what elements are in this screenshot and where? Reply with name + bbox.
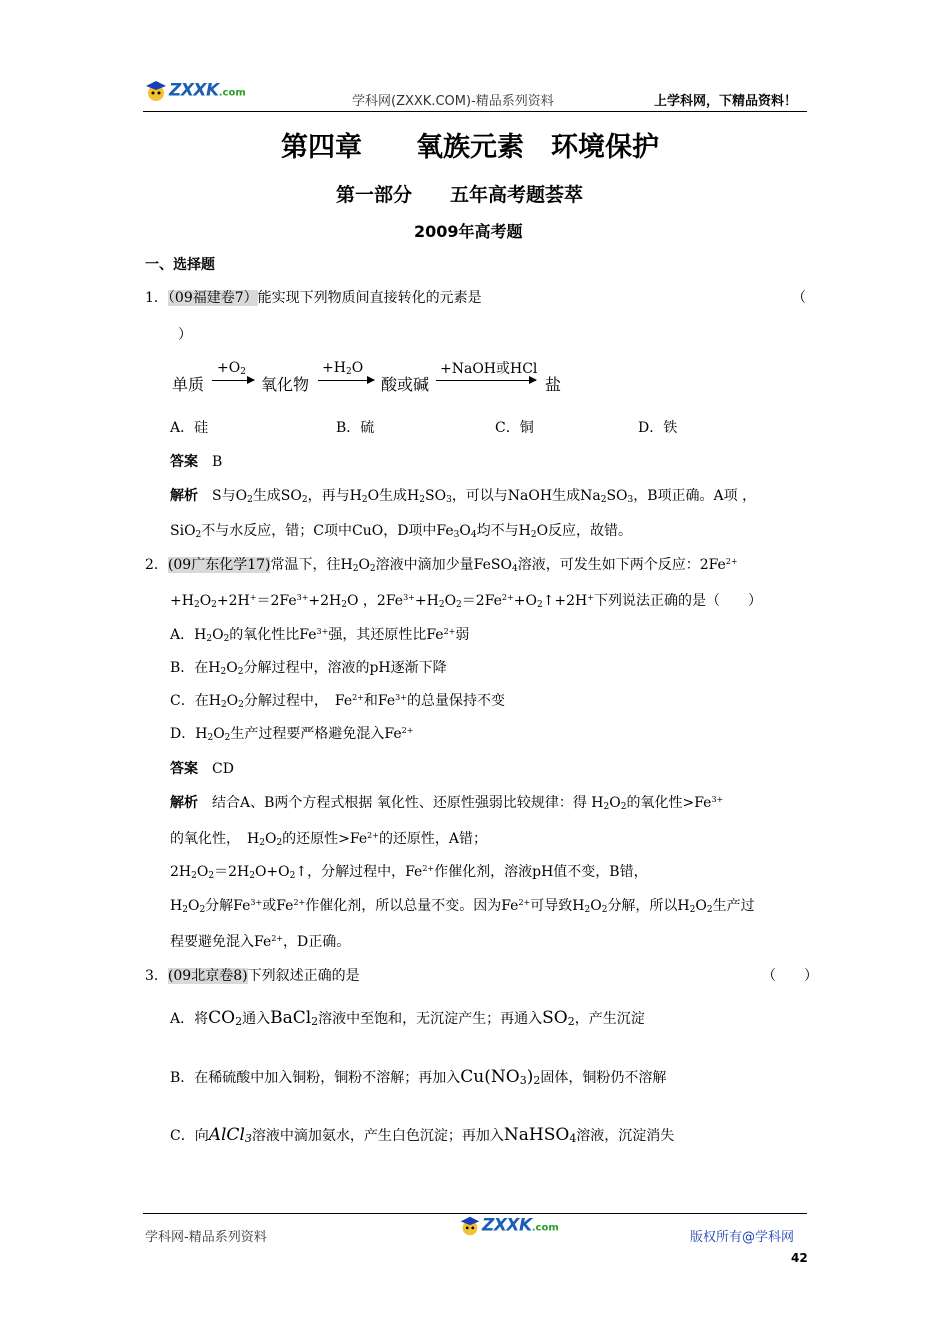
q2-analysis-line-3: $2H_2O_2=2H_2O+O_2↑$，分解过程中，$Fe^{2+}$作催化剂，溶液pH值不变，B错，: [170, 864, 648, 881]
q3-option-a: A．将$CO_2$通入BaCl$_2$溶液中至饱和，无沉淀产生；再通入$SO_2$，产生沉淀: [170, 1008, 645, 1028]
logo-suffix: .com: [218, 87, 246, 99]
q2-option-b: B．在$H_2O_2$分解过程中，溶液的pH逐渐下降: [170, 660, 447, 677]
q3-source-tag: (09北京卷8): [167, 968, 248, 984]
question-2-line-2: $+H_2O_2+2H^+=2Fe^{3+}+2H_2O$ ，$2Fe^{3+}+H_2O_2=2Fe^{2+}+O_2↑+2H^+$下列说法正确的是（ ）: [170, 593, 762, 610]
chain-arrow-2-label: $+H_2O$: [322, 360, 364, 377]
mascot-icon: [143, 78, 169, 104]
q2-source-tag: (09广东化学17): [167, 557, 271, 573]
footer-logo: [458, 1214, 559, 1238]
q1-paren-open: （: [792, 290, 806, 306]
section-heading: 一、选择题: [145, 257, 215, 273]
q2-analysis-line-2: 的氧化性， $H_2O_2$的还原性$>Fe^{2+}$的还原性，A错；: [170, 831, 488, 848]
q2-option-a: A．$H_2O_2$的氧化性比$Fe^{3+}$强，其还原性比$Fe^{2+}$弱: [170, 627, 470, 644]
footer-left-text: 学科网-精品系列资料: [145, 1230, 267, 1245]
logo-text: ZXXK: [482, 1215, 532, 1236]
q1-option-d: D．铁: [638, 420, 678, 436]
header-right-text: 上学科网，下精品资料！: [654, 94, 798, 109]
q3-text: 下列叙述正确的是: [247, 968, 360, 984]
q1-option-b: B．硫: [336, 420, 375, 436]
q3-option-c: C．向AlCl$_3$溶液中滴加氨水，产生白色沉淀；再加入NaHSO$_4$溶液，沉淀消失: [170, 1125, 675, 1145]
q2-answer-label: 答案: [170, 761, 198, 777]
header-divider: [143, 111, 807, 112]
q1-answer-label: 答案: [170, 454, 198, 470]
header-logo: [143, 78, 246, 104]
chain-arrow-2: [318, 380, 374, 381]
question-1: [145, 287, 482, 307]
mascot-icon: [458, 1214, 482, 1238]
q3-paren: （ ）: [762, 968, 818, 984]
q1-answer-value: B: [212, 454, 223, 470]
chain-node-1: 单质: [172, 375, 205, 394]
q1-text: 能实现下列物质间直接转化的元素是: [257, 290, 482, 306]
chain-arrow-1: [212, 380, 254, 381]
q1-option-a: A．硅: [170, 420, 209, 436]
footer-right-text: 版权所有@学科网: [690, 1230, 795, 1245]
logo-text: ZXXK: [169, 80, 219, 101]
year-title: 2009年高考题: [414, 222, 523, 241]
q2-analysis-line-5: 程要避免混入$Fe^{2+}$，D正确。: [170, 934, 351, 950]
chain-node-3: 酸或碱: [381, 375, 430, 394]
q1-analysis-line-1: 解析 S与$O_2$生成$SO_2$，再与$H_2O$生成$H_2SO_3$，可以与NaOH生成$Na_2SO_3$，B项正确。A项 ，: [170, 488, 757, 505]
q1-analysis-line-2: SiO$_2$不与水反应，错；C项中CuO，D项中$Fe_3O_4$均不与$H_2O$反应，故错。: [170, 523, 633, 540]
q1-option-c: C．铜: [495, 420, 534, 436]
q2-option-c: C．在$H_2O_2$分解过程中， $Fe^{2+}$和$Fe^{3+}$的总量保持不变: [170, 693, 505, 710]
chain-arrow-3: [436, 380, 536, 381]
q1-answer: [170, 451, 222, 471]
q1-number: 1．: [145, 290, 168, 306]
header-center-text: 学科网(ZXXK.COM)-精品系列资料: [352, 94, 554, 109]
q2-analysis-line-4: $H_2O_2$分解$Fe^{3+}$或$Fe^{2+}$作催化剂，所以总量不变。因为$Fe^{2+}$可导致$H_2O_2$分解，所以$H_2O_2$生产过: [170, 898, 755, 915]
question-3: 3．(09北京卷8)下列叙述正确的是: [145, 968, 360, 984]
q2-option-d: D．$H_2O_2$生产过程要严格避免混入$Fe^{2+}$: [170, 726, 414, 743]
q3-option-b: B．在稀硫酸中加入铜粉，铜粉不溶解；再加入$Cu(NO_3)_2$固体，铜粉仍不溶解: [170, 1067, 667, 1087]
chapter-title: 第四章 氧族元素 环境保护: [281, 132, 659, 163]
part-title: 第一部分 五年高考题荟萃: [336, 184, 584, 206]
q2-answer: [170, 758, 234, 778]
chain-arrow-3-label: +NaOH或HCl: [440, 361, 538, 377]
q1-paren-close: ）: [178, 327, 192, 343]
chain-arrow-1-label: $+O_2$: [217, 360, 246, 377]
chain-node-4: 盐: [545, 375, 562, 394]
q2-analysis-line-1: 解析 结合A、B两个方程式根据 氧化性、还原性强弱比较规律：得 $H_2O_2$的氧化性$>Fe^{3+}$: [170, 795, 724, 812]
chain-node-2: 氧化物: [261, 375, 310, 394]
page-number: 42: [791, 1251, 808, 1265]
question-2-line-1: 2．(09广东化学17)常温下，往$H_2O_2$溶液中滴加少量FeSO$_4$溶液，可发生如下两个反应：$2Fe^{2+}$: [145, 557, 738, 574]
q2-answer-value: CD: [212, 761, 234, 777]
logo-suffix: .com: [531, 1222, 559, 1234]
q1-source-tag: （09福建卷7）: [167, 290, 258, 306]
